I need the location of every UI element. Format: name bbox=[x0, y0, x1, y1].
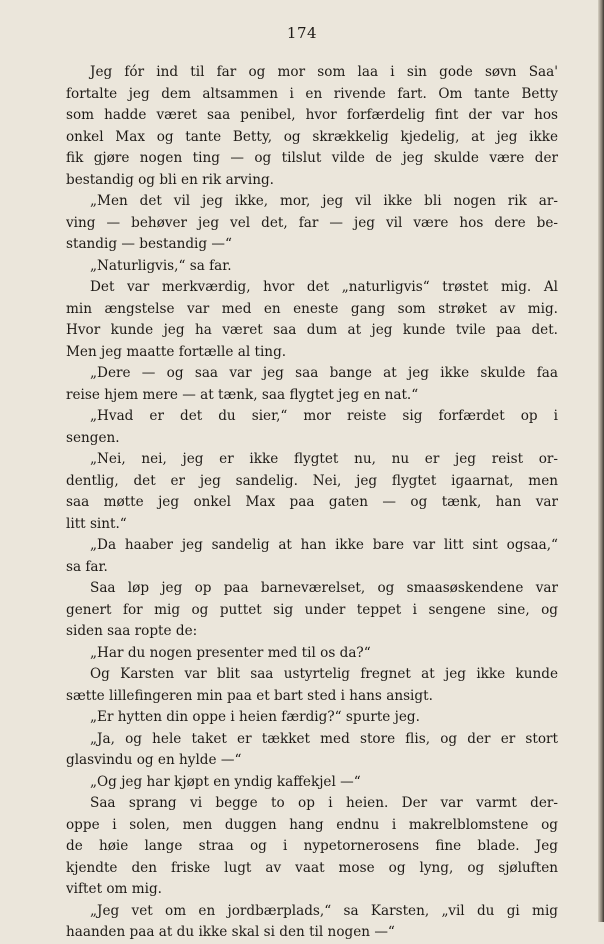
text-line: reise hjem mere — at tænk, saa flygtet jeg en nat.“ bbox=[66, 386, 419, 403]
page-number: 174 bbox=[286, 24, 318, 42]
text-line: ving — behøver jeg vel det, far — jeg vil være hos dere be- bbox=[66, 214, 558, 231]
text-line: „Dere — og saa var jeg saa bange at jeg ikke skulde faa bbox=[90, 365, 558, 381]
text-line: „Men det vil jeg ikke, mor, jeg vil ikke bli nogen rik ar- bbox=[90, 193, 558, 209]
text-line: oppe i solen, men duggen hang endnu i makrelblomstene og bbox=[66, 816, 558, 833]
text-line: „Ja, og hele taket er tækket med store flis, og der er stort bbox=[90, 730, 558, 747]
text-line: viftet om mig. bbox=[66, 881, 163, 897]
text-line: „Har du nogen presenter med til os da?“ bbox=[90, 644, 371, 661]
text-line: „Er hytten din oppe i heien færdig?“ spurte jeg. bbox=[90, 709, 420, 725]
text-line: kjendte den friske lugt av vaat mose og lyng, og sjøluften bbox=[66, 859, 558, 876]
text-line: „Da haaber jeg sandelig at han ikke bare var litt sint ogsaa,“ bbox=[90, 537, 558, 553]
text-line: „Naturligvis,“ sa far. bbox=[90, 257, 232, 274]
text-line: litt sint.“ bbox=[66, 515, 127, 532]
text-line: saa møtte jeg onkel Max paa gaten — og tænk, han var bbox=[66, 494, 558, 510]
text-line: Det var merkværdig, hvor det „naturligvis“ trøstet mig. Al bbox=[90, 279, 558, 295]
text-line: onkel Max og tante Betty, og skrækkelig kjedelig, at jeg ikke bbox=[66, 128, 558, 145]
text-line: „Hvad er det du sier,“ mor reiste sig forfærdet op i bbox=[90, 408, 558, 424]
body-text bbox=[66, 62, 558, 944]
text-line: Hvor kunde jeg ha været saa dum at jeg kunde tvile paa det. bbox=[66, 322, 558, 338]
text-line: de høie lange straa og i nypetornerosens fine blade. Jeg bbox=[66, 838, 558, 854]
text-line: bestandig og bli en rik arving. bbox=[66, 171, 274, 188]
text-line: sa far. bbox=[66, 558, 108, 575]
text-line: Saa sprang vi begge to op i heien. Der var varmt der- bbox=[90, 795, 558, 811]
text-line: genert for mig og puttet sig under teppet i sengene sine, og bbox=[66, 601, 558, 618]
text-line: Men jeg maatte fortælle al ting. bbox=[66, 343, 287, 360]
text-line: standig — bestandig —“ bbox=[66, 236, 232, 252]
text-line: siden saa ropte de: bbox=[66, 623, 198, 639]
text-line: sengen. bbox=[66, 429, 120, 446]
text-line: dentlig, det er jeg sandelig. Nei, jeg flygtet igaarnat, men bbox=[66, 472, 558, 489]
text-line: som hadde været saa penibel, hvor forfærdelig fint der var hos bbox=[66, 107, 558, 123]
text-line: Saa løp jeg op paa barneværelset, og smaasøskendene var bbox=[90, 580, 558, 596]
text-line: Jeg fór ind til far og mor som laa i sin gode søvn Saa' bbox=[90, 64, 558, 80]
page-edge bbox=[598, 0, 604, 922]
text-line: Og Karsten var blit saa ustyrtelig fregnet at jeg ikke kunde bbox=[90, 666, 558, 682]
text-line: „Nei, nei, jeg er ikke flygtet nu, nu er jeg reist or- bbox=[90, 451, 558, 467]
text-line: fik gjøre nogen ting — og tilslut vilde de jeg skulde være der bbox=[66, 150, 558, 166]
text-line: sætte lillefingeren min paa et bart sted i hans ansigt. bbox=[66, 687, 433, 704]
text-line: „Og jeg har kjøpt en yndig kaffekjel —“ bbox=[90, 773, 361, 790]
text-line: haanden paa at du ikke skal si den til nogen —“ bbox=[66, 924, 395, 940]
text-line: „Jeg vet om en jordbærplads,“ sa Karsten, „vil du gi mig bbox=[90, 902, 558, 919]
text-line: fortalte jeg dem altsammen i en rivende fart. Om tante Betty bbox=[66, 85, 558, 102]
text-line: glasvindu og en hylde —“ bbox=[66, 752, 242, 768]
text-line: min ængstelse var med en eneste gang som strøket av mig. bbox=[66, 300, 558, 317]
